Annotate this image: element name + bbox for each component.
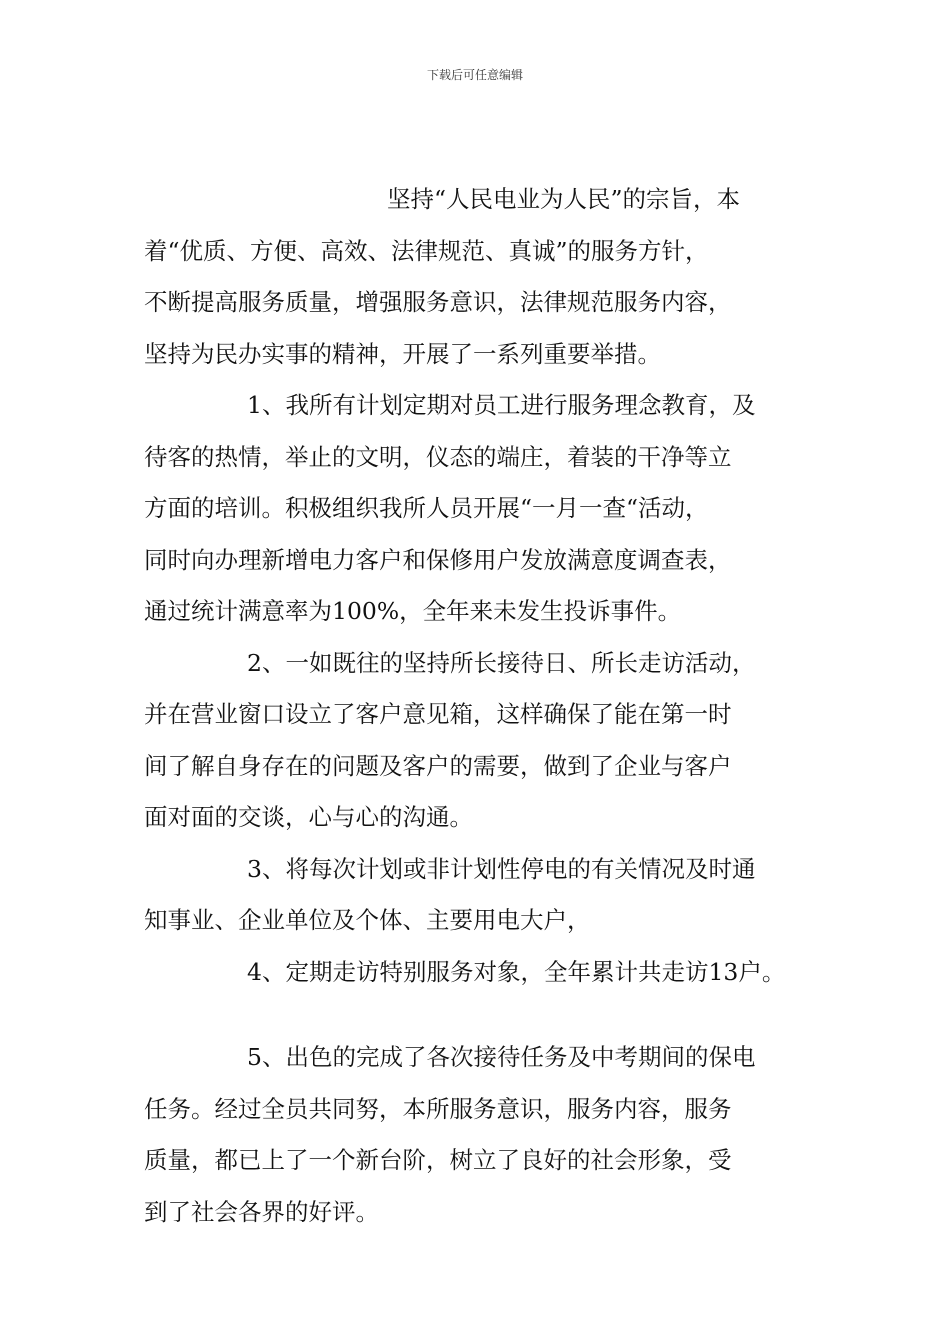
item-3-line-2: 知事业、企业单位及个体、主要用电大户，	[144, 906, 591, 934]
item-2-line-1: 2、一如既往的坚持所长接待日、所长走访活动，	[247, 648, 756, 677]
item-3-line-1: 3、将每次计划或非计划性停电的有关情况及时通	[247, 854, 756, 883]
item-1-line-5: 通过统计满意率为100%，全年来未发生投诉事件。	[144, 597, 682, 625]
item-2-line-4: 面对面的交谈，心与心的沟通。	[144, 803, 473, 831]
page-header: 下载后可任意编辑	[426, 68, 523, 82]
paragraph-1-line-4: 坚持为民办实事的精神，开展了一系列重要举措。	[144, 339, 661, 368]
item-1-line-1: 1、我所有计划定期对员工进行服务理念教育，及	[247, 391, 756, 419]
item-1-line-3: 方面的培训。积极组织我所人员开展“一月一查“活动，	[144, 494, 709, 522]
item-5-line-4: 到了社会各界的好评。	[144, 1197, 379, 1226]
item-5-line-1: 5、出色的完成了各次接待任务及中考期间的保电	[247, 1043, 756, 1071]
paragraph-1-line-1: 坚持“人民电业为人民”的宗旨，本	[387, 185, 741, 213]
paragraph-gap	[144, 1004, 824, 1038]
item-2-line-3: 间了解自身存在的问题及客户的需要，做到了企业与客户	[144, 751, 732, 780]
item-2-line-2: 并在营业窗口设立了客户意见箱，这样确保了能在第一时	[144, 700, 732, 728]
item-5-line-3: 质量，都已上了一个新台阶，树立了良好的社会形象，受	[144, 1146, 732, 1174]
paragraph-1-line-3: 不断提高服务质量，增强服务意识，法律规范服务内容，	[144, 288, 732, 316]
document-body	[144, 180, 824, 1244]
item-1-line-4: 同时向办理新增电力客户和保修用户发放满意度调查表，	[144, 545, 732, 574]
item-1-line-2: 待客的热情，举止的文明，仪态的端庄，着装的干净等立	[144, 442, 732, 471]
paragraph-1-line-2: 着“优质、方便、高效、法律规范、真诚”的服务方针，	[144, 236, 709, 265]
item-4-line-1: 4、定期走访特别服务对象，全年累计共走访13户。	[247, 957, 786, 986]
item-5-line-2: 任务。经过全员共同努，本所服务意识，服务内容，服务	[144, 1094, 732, 1123]
